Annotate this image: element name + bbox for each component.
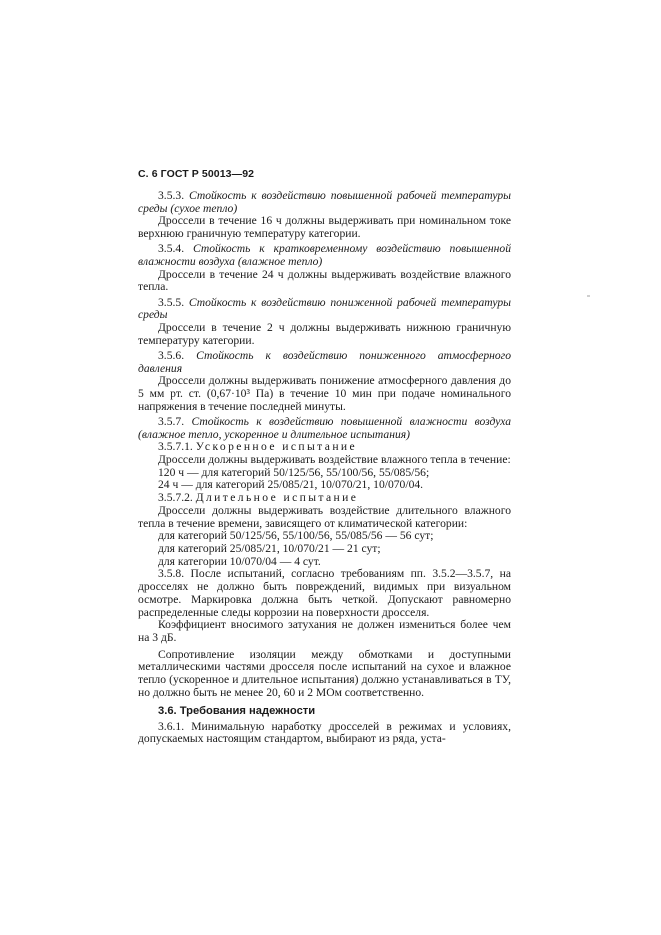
- section-3-5-7-2-title: [138, 492, 511, 505]
- list-item: для категорий 25/085/21, 10/070/21 — 21 сут;: [158, 541, 381, 555]
- section-number: 3.5.7.: [158, 414, 185, 428]
- section-3-5-6-body: Дроссели должны выдерживать понижение атмосферного давления до 5 мм рт. ст. (0,67·10³ Па) в течение 10 мин при подаче номинального напряжения в течение последней минуты.: [138, 374, 511, 413]
- section-title: Стойкость к воздействию пониженной рабочей температуры среды: [138, 295, 511, 322]
- list-item: для категории 10/070/04 — 4 сут.: [158, 554, 321, 568]
- section-3-5-8-paragraph: Сопротивление изоляции между обмотками и доступными металлическими частями дросселя после испытаний на сухое и влажное тепло (ускоренное и длительное испытания) должно устанавливаться в ТУ, но должно быть не менее 20, 60 и 2 МОм соответственно.: [138, 647, 511, 699]
- section-3-5-8-body: [138, 568, 511, 619]
- document-body: [138, 190, 511, 746]
- section-3-5-5-title: [138, 297, 511, 322]
- section-3-5-3-body: Дроссели в течение 16 ч должны выдерживать при номинальном токе верхнюю граничную температуру категории.: [138, 214, 511, 241]
- scan-artifact: [587, 295, 590, 297]
- section-3-5-7-2-body: Дроссели должны выдерживать воздействие длительного влажного тепла в течение времени, зависящего от климатической категории:: [138, 503, 511, 530]
- section-title: Ускоренное испытание: [195, 440, 358, 454]
- section-3-5-4-body: Дроссели в течение 24 ч должны выдерживать воздействие влажного тепла.: [138, 267, 511, 294]
- section-title: Длительное испытание: [195, 491, 359, 505]
- section-number: 3.5.7.1.: [158, 440, 193, 454]
- section-3-5-6-title: [138, 350, 511, 375]
- section-3-5-5-body: Дроссели в течение 2 ч должны выдерживать нижнюю граничную температуру категории.: [138, 321, 511, 347]
- section-number: 3.5.4.: [158, 242, 185, 256]
- section-3-5-7-1-body: Дроссели должны выдерживать воздействие влажного тепла в течение:: [158, 453, 511, 467]
- section-3-5-3-title: [138, 190, 511, 215]
- section-title: Стойкость к воздействию повышенной влажности воздуха (влажное тепло, ускоренное и длительное испытания): [138, 414, 511, 441]
- list-item: 120 ч — для категорий 50/125/56, 55/100/56, 55/085/56;: [158, 465, 430, 479]
- page-header: С. 6 ГОСТ Р 50013—92: [138, 168, 255, 180]
- section-3-5-8-paragraph: Коэффициент вносимого затухания не должен измениться более чем на 3 дБ.: [138, 618, 511, 644]
- section-3-6-1-body: 3.6.1. Минимальную наработку дросселей в режимах и условиях, допускаемых настоящим стандартом, выбирают из ряда, уста-: [138, 719, 511, 746]
- section-3-5-4-title: [138, 243, 511, 268]
- section-number: 3.5.8.: [158, 567, 185, 581]
- section-text: После испытаний, согласно требованиям пп. 3.5.2—3.5.7, на дросселях не должно быть повреждений, видимых при визуальном осмотре. Маркировка должна быть четкой. Допускают равномерно распределенные следы коррозии на поверхности дросселя.: [138, 567, 511, 619]
- section-title: Стойкость к кратковременному воздействию повышенной влажности воздуха (влажное тепло): [138, 242, 511, 269]
- section-3-5-7-title: [138, 416, 511, 441]
- section-number: 3.5.7.2.: [158, 491, 193, 505]
- section-number: 3.5.5.: [158, 295, 185, 309]
- section-title: Стойкость к воздействию пониженного атмосферного давления: [138, 348, 512, 375]
- list-item: для категорий 50/125/56, 55/100/56, 55/085/56 — 56 сут;: [158, 529, 434, 543]
- section-3-6-heading: 3.6. Требования надежности: [158, 705, 316, 718]
- list-item: 24 ч — для категорий 25/085/21, 10/070/21, 10/070/04.: [158, 478, 424, 492]
- section-number: 3.5.3.: [158, 189, 185, 202]
- section-number: 3.5.6.: [158, 348, 185, 362]
- section-title: Стойкость к воздействию повышенной рабочей температуры среды (сухое тепло): [138, 189, 511, 215]
